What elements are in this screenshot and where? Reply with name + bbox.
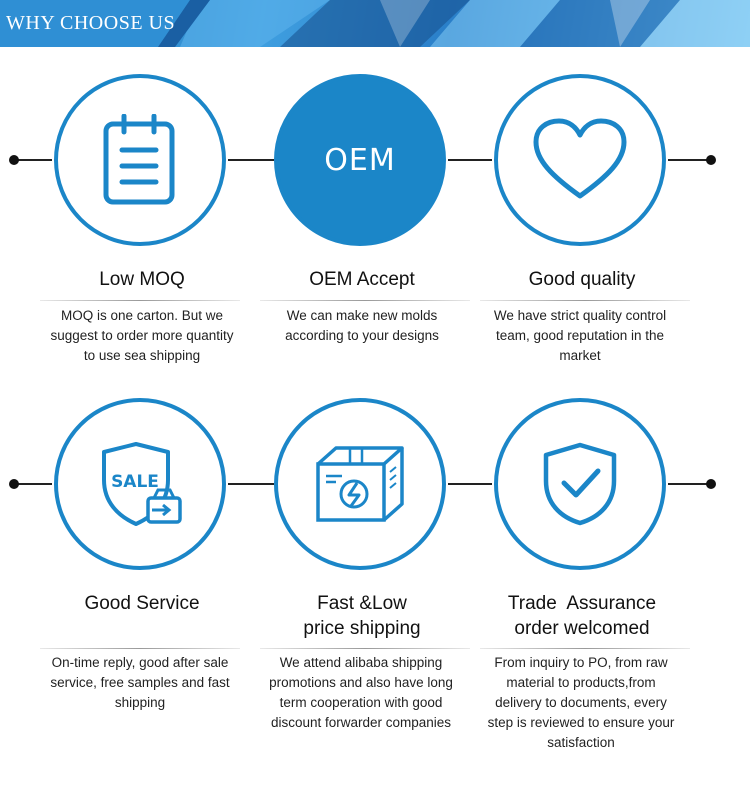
feature-title-line: Good Service — [84, 593, 200, 614]
sale-label: SALE — [111, 472, 159, 492]
feature-description: We attend alibaba shipping promotions and also have long term cooperation with good discount forwarder companies — [269, 655, 453, 730]
shield-check-icon — [540, 441, 620, 527]
feature-title-line: order welcomed — [514, 618, 650, 639]
clipboard-icon — [100, 114, 180, 206]
feature-description: From inquiry to PO, from raw material to products,from delivery to documents, every step is reviewed to ensure your satisfaction — [487, 655, 675, 750]
oem-badge: OEM — [324, 142, 396, 178]
feature-description: MOQ is one carton. But we suggest to order more quantity to use sea shipping — [50, 308, 234, 363]
feature-title — [247, 591, 477, 641]
divider — [40, 648, 240, 649]
divider — [480, 300, 690, 301]
divider — [260, 300, 470, 301]
feature-circle-good-service — [54, 398, 226, 570]
connector-dot — [9, 155, 19, 165]
feature-title-line: Good quality — [528, 269, 636, 290]
connector-line — [14, 483, 52, 485]
feature-title-line: Trade Assurance — [507, 593, 657, 614]
connector-dot — [706, 155, 716, 165]
header-banner — [0, 0, 750, 47]
heart-icon — [532, 118, 628, 202]
sale-shield-icon — [94, 440, 186, 528]
feature-circle-oem — [274, 74, 446, 246]
connector-line — [448, 483, 492, 485]
feature-circle-good-quality — [494, 74, 666, 246]
feature-circle-shipping — [274, 398, 446, 570]
feature-title — [27, 267, 257, 292]
feature-description: We have strict quality control team, good reputation in the market — [493, 308, 667, 363]
connector-line — [228, 159, 274, 161]
connector-line — [448, 159, 492, 161]
package-icon — [312, 442, 408, 526]
connector-line — [228, 483, 274, 485]
connector-dot — [706, 479, 716, 489]
feature-description: On-time reply, good after sale service, free samples and fast shipping — [50, 655, 230, 710]
feature-title-line: OEM Accept — [309, 269, 415, 290]
feature-title — [247, 267, 477, 292]
divider — [40, 300, 240, 301]
connector-dot — [9, 479, 19, 489]
page-title: WHY CHOOSE US — [6, 12, 176, 34]
feature-circle-low-moq — [54, 74, 226, 246]
feature-title — [467, 591, 697, 641]
feature-title — [27, 591, 257, 616]
feature-title-line: price shipping — [303, 618, 421, 639]
connector-line — [14, 159, 52, 161]
feature-title — [467, 267, 697, 292]
divider — [260, 648, 470, 649]
feature-title-line: Low MOQ — [99, 269, 185, 290]
feature-description: We can make new molds according to your designs — [285, 308, 439, 343]
feature-title-line: Fast &Low — [317, 593, 407, 614]
feature-circle-trade-assurance — [494, 398, 666, 570]
divider — [480, 648, 690, 649]
